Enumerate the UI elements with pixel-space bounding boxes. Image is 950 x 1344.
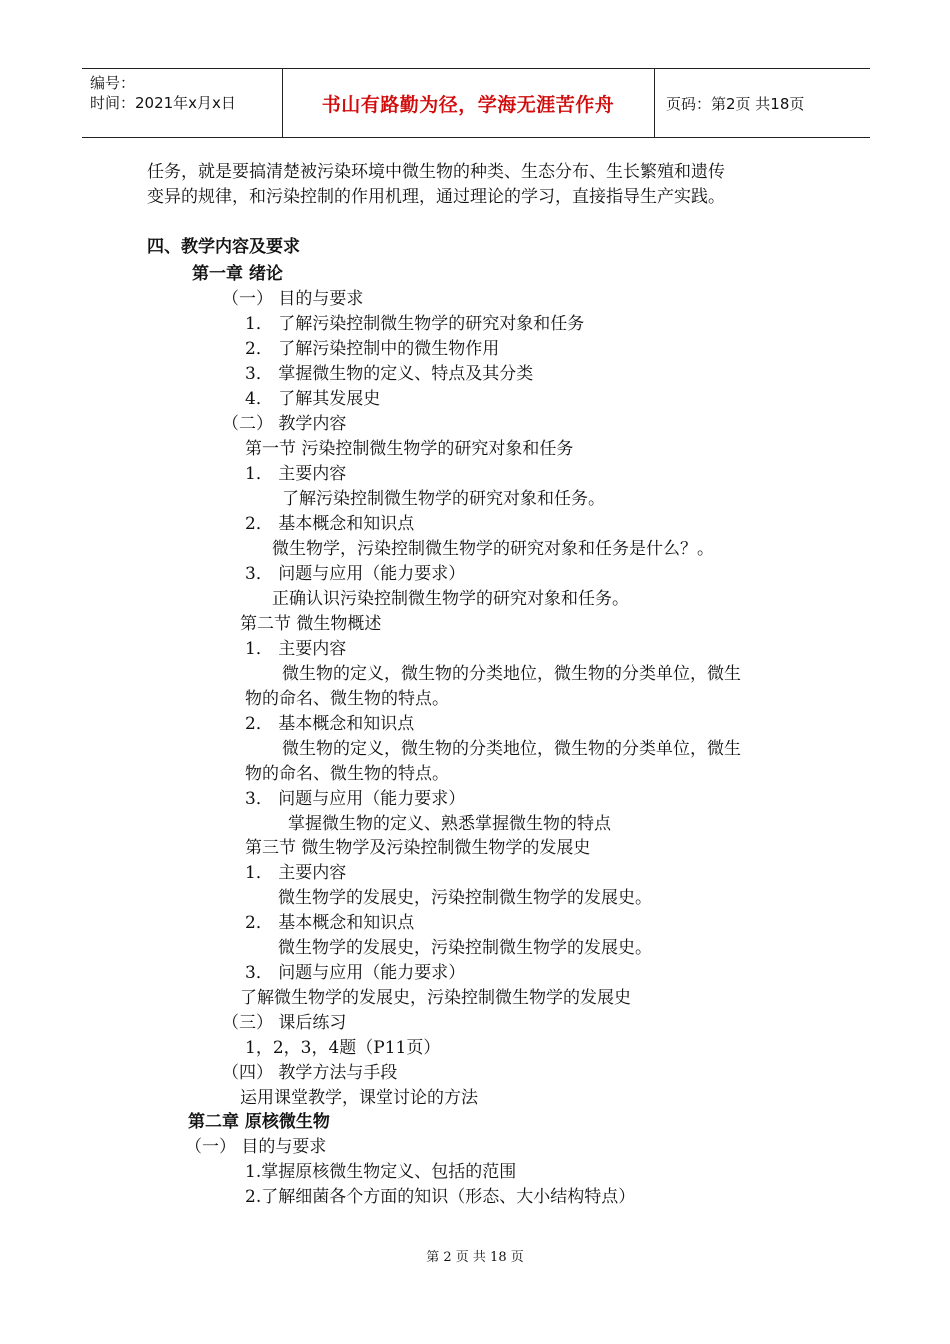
date-label: 时间：2021年x月x日 (90, 94, 236, 112)
list-item: 1． 主要内容 (245, 464, 347, 484)
header-page-info: 页码：第2页 共18页 (666, 94, 805, 113)
section-heading: 四、教学内容及要求 (147, 237, 300, 257)
list-item: 2． 基本概念和知识点 (245, 913, 415, 933)
body-text: 物的命名、微生物的特点。 (245, 689, 449, 709)
list-item: 1． 主要内容 (245, 639, 347, 659)
list-item: 4． 了解其发展史 (245, 389, 381, 409)
list-item: 3． 掌握微生物的定义、特点及其分类 (245, 364, 534, 384)
body-text: 微生物学的发展史，污染控制微生物学的发展史。 (278, 938, 652, 958)
body-text: 了解污染控制微生物学的研究对象和任务。 (282, 489, 605, 509)
subsection-heading: （四） 教学方法与手段 (222, 1063, 398, 1083)
body-paragraph-line: 变异的规律，和污染控制的作用机理，通过理论的学习，直接指导生产实践。 (147, 187, 725, 207)
header-meta (90, 73, 280, 113)
body-text: 掌握微生物的定义、熟悉掌握微生物的特点 (288, 814, 611, 834)
list-item: 1.掌握原核微生物定义、包括的范围 (245, 1162, 517, 1182)
subsection-heading: （一） 目的与要求 (185, 1137, 327, 1157)
subsection-heading: （二） 教学内容 (222, 414, 347, 434)
body-text: 微生物学的发展史，污染控制微生物学的发展史。 (278, 888, 652, 908)
body-text: 正确认识污染控制微生物学的研究对象和任务。 (272, 589, 629, 609)
body-text: 运用课堂教学，课堂讨论的方法 (240, 1088, 478, 1108)
serial-number-label: 编号： (90, 74, 136, 92)
body-text: 了解微生物学的发展史，污染控制微生物学的发展史 (240, 988, 631, 1008)
chapter-heading: 第二章 原核微生物 (188, 1112, 330, 1132)
list-item: 2． 基本概念和知识点 (245, 514, 415, 534)
lesson-heading: 第二节 微生物概述 (240, 614, 382, 634)
subsection-heading: （一） 目的与要求 (222, 289, 364, 309)
list-item: 2.了解细菌各个方面的知识（形态、大小结构特点） (245, 1187, 636, 1207)
list-item: 2． 基本概念和知识点 (245, 714, 415, 734)
list-item: 1． 主要内容 (245, 863, 347, 883)
page-footer: 第 2 页 共 18 页 (426, 1250, 524, 1265)
list-item: 2． 了解污染控制中的微生物作用 (245, 339, 500, 359)
body-text: 1，2，3，4题（P11页） (245, 1038, 441, 1058)
header-motto: 书山有路勤为径，学海无涯苦作舟 (321, 93, 615, 116)
lesson-heading: 第三节 微生物学及污染控制微生物学的发展史 (245, 838, 591, 858)
page-header (82, 68, 870, 138)
list-item: 3． 问题与应用（能力要求） (245, 789, 466, 809)
body-text: 微生物的定义，微生物的分类地位，微生物的分类单位，微生 (282, 739, 741, 759)
body-paragraph-line: 任务，就是要搞清楚被污染环境中微生物的种类、生态分布、生长繁殖和遗传 (147, 162, 725, 182)
list-item: 3． 问题与应用（能力要求） (245, 564, 466, 584)
list-item: 3． 问题与应用（能力要求） (245, 963, 466, 983)
subsection-heading: （三） 课后练习 (222, 1013, 347, 1033)
chapter-heading: 第一章 绪论 (192, 264, 283, 284)
body-text: 微生物的定义，微生物的分类地位，微生物的分类单位，微生 (282, 664, 741, 684)
body-text: 物的命名、微生物的特点。 (245, 764, 449, 784)
list-item: 1． 了解污染控制微生物学的研究对象和任务 (245, 314, 585, 334)
header-divider (654, 69, 655, 137)
body-text: 微生物学，污染控制微生物学的研究对象和任务是什么？。 (272, 539, 714, 559)
lesson-heading: 第一节 污染控制微生物学的研究对象和任务 (245, 439, 574, 459)
